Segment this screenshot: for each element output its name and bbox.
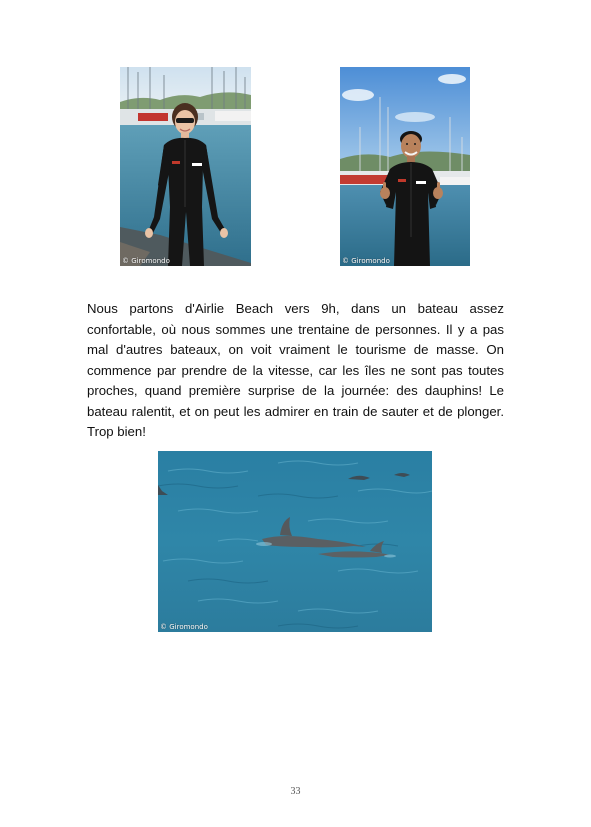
photo-dolphins-swimming: [158, 451, 432, 632]
photo-dolphins-illustration: [158, 451, 432, 632]
photo-woman-illustration: [120, 67, 251, 266]
photo-watermark: © Giromondo: [160, 623, 208, 631]
photo-watermark: © Giromondo: [342, 257, 390, 265]
photo-woman-wetsuit-marina: [120, 67, 251, 266]
body-paragraph: Nous partons d'Airlie Beach vers 9h, dans un bateau assez confortable, où nous sommes une trentaine de personnes. Il y a pas mal d'autres bateaux, on voit vraiment le tourisme de masse. On commence par prendre de la vitesse, car les îles ne sont pas toutes proches, quand première surprise de la journée: des dauphins! Le bateau ralentit, et on peut les admirer en train de sauter et de plonger. Trop bien!: [87, 301, 504, 439]
photo-man-illustration: [340, 67, 470, 266]
page-number: 33: [290, 786, 301, 797]
photo-watermark: © Giromondo: [122, 257, 170, 265]
photo-man-wetsuit-thumbs-up: [340, 67, 470, 266]
